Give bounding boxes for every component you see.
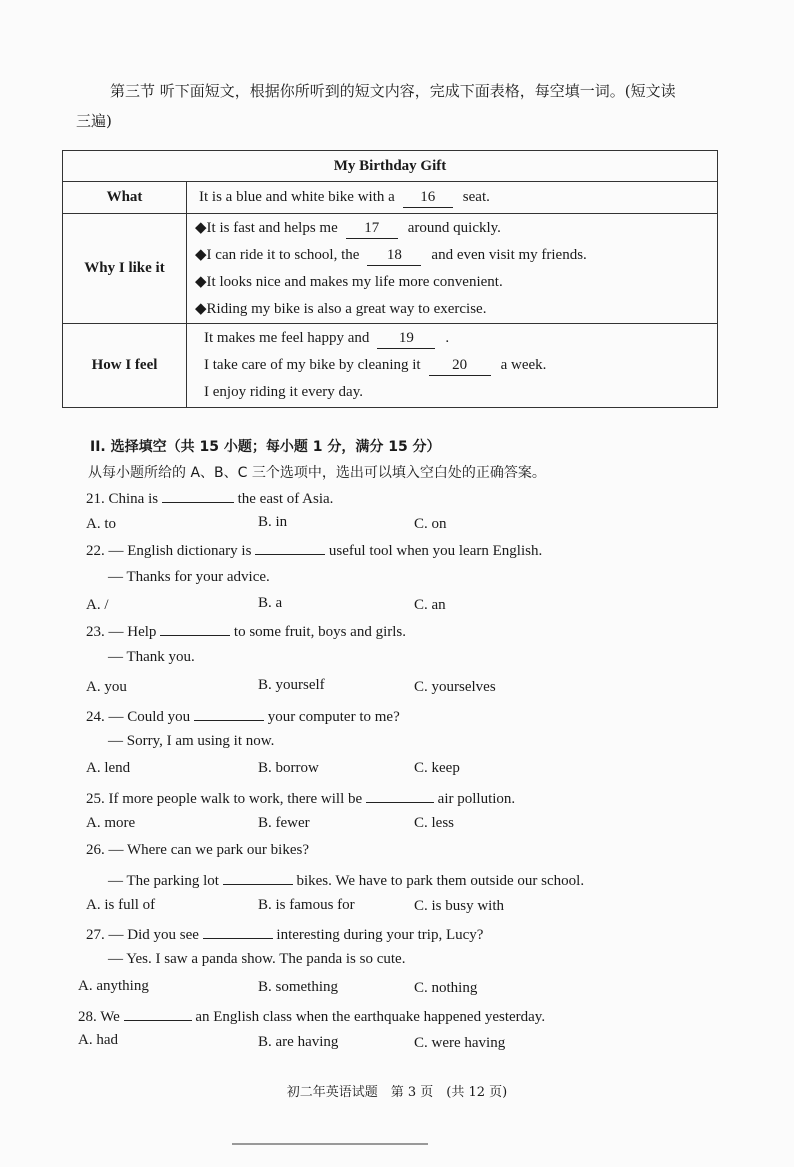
cell-what — [187, 182, 718, 214]
feel3-text: I enjoy riding it every day. — [204, 384, 363, 400]
scan-artifact-line — [232, 1143, 428, 1145]
option-c: C. is busy with — [414, 898, 505, 914]
answer-blank — [255, 540, 325, 555]
why1-text: ◆It is fast and helps me — [195, 219, 338, 236]
page-footer: 初二年英语试题 第 3 页 (共 12 页) — [286, 1085, 508, 1100]
answer-blank — [203, 924, 273, 939]
question-26-reply — [108, 870, 584, 890]
q23-stem-end: to some fruit, boys and girls. — [233, 624, 406, 640]
option-c: C. less — [414, 815, 455, 831]
section-instruction: 从每小题所给的 A、B、C 三个选项中，选出可以填入空白处的正确答案。 — [88, 465, 546, 481]
answer-blank — [366, 788, 434, 803]
q25-stem-end: air pollution. — [437, 791, 516, 807]
why2-text: ◆I can ride it to school, the — [195, 246, 360, 263]
what-text: It is a blue and white bike with a — [199, 189, 395, 205]
q24-stem-end: your computer to me? — [267, 709, 400, 725]
q24-stem: 24. — Could you — [86, 709, 191, 725]
answer-blank — [160, 621, 230, 636]
option-b: B. borrow — [258, 760, 319, 776]
label-what: What — [63, 182, 187, 214]
option-a: A. anything — [78, 978, 149, 994]
question-22 — [86, 540, 542, 560]
question-24-reply: — Sorry, I am using it now. — [108, 733, 275, 749]
blank-19: 19 — [377, 328, 435, 349]
option-c: C. yourselves — [414, 679, 496, 695]
label-feel: How I feel — [63, 324, 187, 408]
listening-intro-cont: 三遍) — [76, 112, 112, 130]
feel1-text-end: . — [445, 330, 450, 346]
option-b: B. a — [258, 595, 283, 611]
answer-blank — [162, 488, 234, 503]
q25-stem: 25. If more people walk to work, there will be — [86, 791, 363, 807]
option-b: B. are having — [258, 1034, 339, 1050]
feel2-text: I take care of my bike by cleaning it — [204, 357, 421, 373]
option-c: C. were having — [414, 1035, 506, 1051]
label-why: Why I like it — [63, 214, 187, 324]
option-a: A. / — [86, 597, 109, 613]
q21-stem: 21. China is — [86, 491, 159, 507]
option-a: A. lend — [86, 760, 131, 776]
option-a: A. had — [78, 1032, 118, 1048]
answer-blank — [223, 870, 293, 885]
question-27 — [86, 924, 483, 944]
option-c: C. an — [414, 597, 446, 613]
option-b: B. yourself — [258, 677, 325, 693]
blank-20: 20 — [429, 355, 491, 376]
blank-17: 17 — [346, 218, 398, 239]
q21-stem-end: the east of Asia. — [237, 491, 334, 507]
option-b: B. is famous for — [258, 897, 355, 913]
why3-text: ◆It looks nice and makes my life more convenient. — [195, 273, 503, 290]
option-b: B. in — [258, 514, 288, 530]
why4-text: ◆Riding my bike is also a great way to exercise. — [195, 300, 487, 317]
option-a: A. you — [86, 679, 127, 695]
question-25 — [86, 788, 515, 808]
blank-18: 18 — [367, 245, 421, 266]
q22-stem: 22. — English dictionary is — [86, 543, 252, 559]
section-title: II. 选择填空（共 15 小题；每小题 1 分，满分 15 分） — [90, 439, 441, 455]
q23-stem: 23. — Help — [86, 624, 157, 640]
table-title: My Birthday Gift — [63, 151, 718, 182]
question-21 — [86, 488, 333, 508]
question-26: 26. — Where can we park our bikes? — [86, 842, 309, 858]
birthday-gift-table — [62, 150, 718, 408]
question-27-reply: — Yes. I saw a panda show. The panda is so cute. — [108, 951, 406, 967]
option-a: A. more — [86, 815, 136, 831]
q27-stem: 27. — Did you see — [86, 927, 199, 943]
option-a: A. is full of — [86, 897, 156, 913]
cell-why — [187, 214, 718, 324]
q22-stem-end: useful tool when you learn English. — [328, 543, 543, 559]
question-24 — [86, 706, 400, 726]
what-text-end: seat. — [462, 189, 490, 205]
question-28 — [78, 1006, 545, 1026]
question-23-reply: — Thank you. — [108, 649, 195, 665]
answer-blank — [124, 1006, 192, 1021]
option-b: B. fewer — [258, 815, 310, 831]
q26-reply-start: — The parking lot — [108, 873, 219, 889]
question-22-reply: — Thanks for your advice. — [108, 569, 270, 585]
listening-intro: 第三节 听下面短文，根据你所听到的短文内容，完成下面表格，每空填一词。(短文读 — [110, 82, 676, 100]
feel2-text-end: a week. — [500, 357, 547, 373]
q28-stem: 28. We — [78, 1009, 120, 1025]
option-c: C. on — [414, 516, 447, 532]
option-b: B. something — [258, 979, 339, 995]
feel1-text: It makes me feel happy and — [204, 330, 370, 346]
blank-16: 16 — [403, 187, 453, 208]
option-c: C. keep — [414, 760, 460, 776]
cell-feel — [187, 324, 718, 408]
q28-stem-end: an English class when the earthquake happened yesterday. — [195, 1009, 546, 1025]
option-c: C. nothing — [414, 980, 478, 996]
option-a: A. to — [86, 516, 116, 532]
why1-text-end: around quickly. — [407, 219, 501, 236]
question-23 — [86, 621, 406, 641]
q27-stem-end: interesting during your trip, Lucy? — [276, 927, 484, 943]
why2-text-end: and even visit my friends. — [431, 246, 587, 263]
q26-reply-end: bikes. We have to park them outside our school. — [296, 873, 585, 889]
answer-blank — [194, 706, 264, 721]
